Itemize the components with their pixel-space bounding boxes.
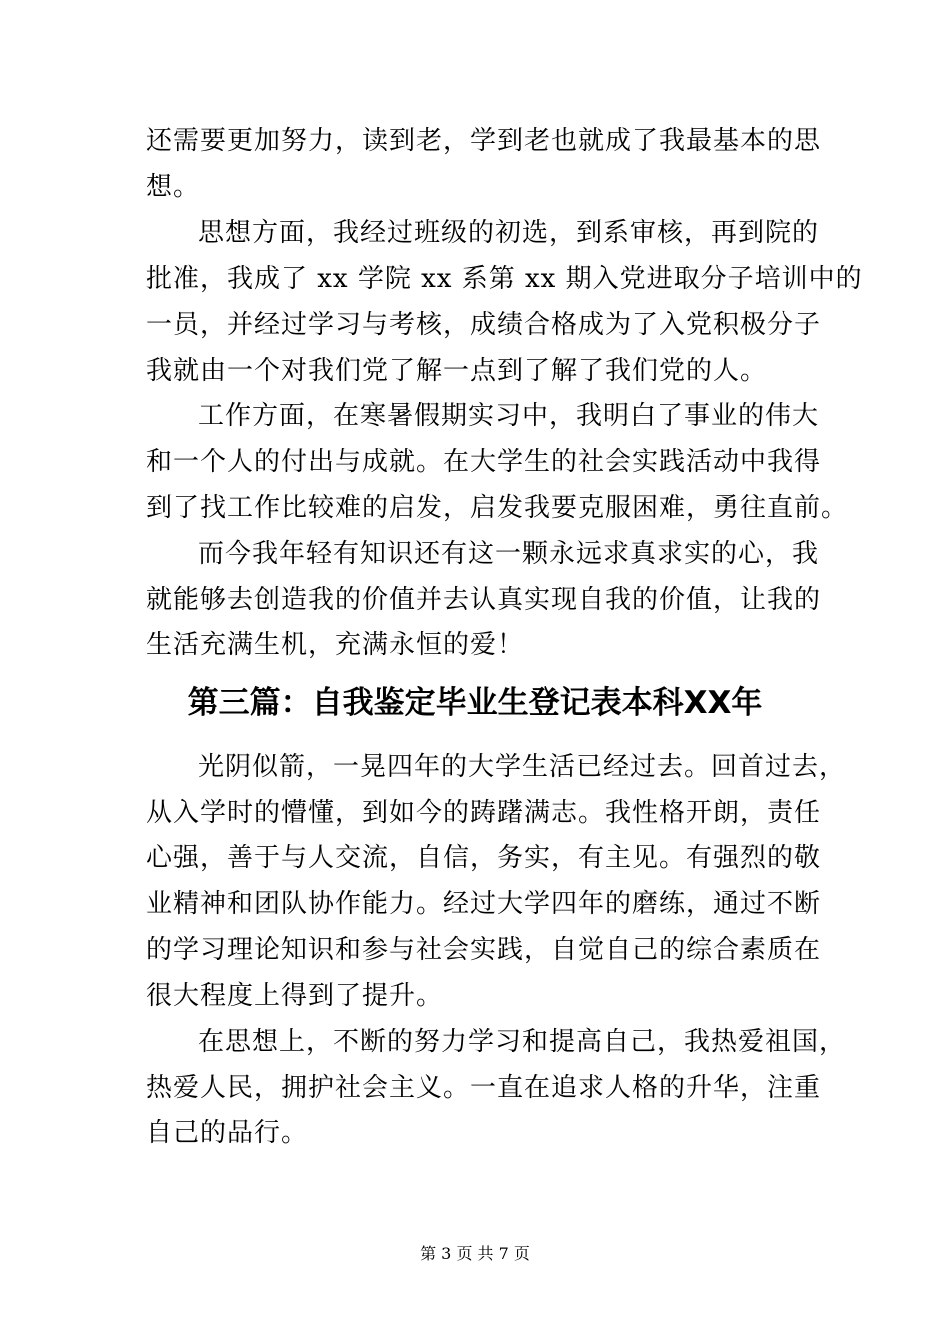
paragraph-1-line-1: 还需要更加努力，读到老，学到老也就成了我最基本的思 — [146, 126, 822, 156]
paragraph-6-line-1: 在思想上，不断的努力学习和提高自己，我热爱祖国， — [198, 1027, 847, 1057]
paragraph-5-line-5: 的学习理论知识和参与社会实践，自觉自己的综合素质在 — [146, 935, 822, 965]
section-heading: 第三篇：自我鉴定毕业生登记表本科XX年 — [187, 685, 763, 721]
paragraph-2-line-4: 我就由一个对我们党了解一点到了解了我们党的人。 — [146, 356, 768, 386]
paragraph-4-line-2: 就能够去创造我的价值并去认真实现自我的价值，让我的 — [146, 585, 822, 615]
paragraph-1-line-2: 想。 — [146, 172, 201, 202]
paragraph-6-line-2: 热爱人民，拥护社会主义。一直在追求人格的升华，注重 — [146, 1073, 822, 1103]
paragraph-2-line-2: 批准，我成了 xx 学院 xx 系第 xx 期入党进取分子培训中的 — [146, 264, 863, 294]
paragraph-4-line-3: 生活充满生机，充满永恒的爱！ — [146, 630, 525, 660]
paragraph-5-line-4: 业精神和团队协作能力。经过大学四年的磨练，通过不断 — [146, 889, 822, 919]
paragraph-6-line-3: 自己的品行。 — [146, 1118, 309, 1148]
paragraph-5-line-1: 光阴似箭，一晃四年的大学生活已经过去。回首过去， — [198, 752, 847, 782]
paragraph-5-line-3: 心强，善于与人交流，自信，务实，有主见。有强烈的敬 — [146, 843, 822, 873]
paragraph-3-line-2: 和一个人的付出与成就。在大学生的社会实践活动中我得 — [146, 447, 822, 477]
paragraph-3-line-3: 到了找工作比较难的启发，启发我要克服困难，勇往直前。 — [146, 493, 849, 523]
paragraph-2-line-1: 思想方面，我经过班级的初选，到系审核，再到院的 — [198, 218, 820, 248]
paragraph-3-line-1: 工作方面，在寒暑假期实习中，我明白了事业的伟大 — [198, 401, 820, 431]
page-number-footer: 第 3 页 共 7 页 — [420, 1244, 530, 1263]
paragraph-5-line-6: 很大程度上得到了提升。 — [146, 981, 444, 1011]
paragraph-5-line-2: 从入学时的懵懂，到如今的踌躇满志。我性格开朗，责任 — [146, 798, 822, 828]
paragraph-4-line-1: 而今我年轻有知识还有这一颗永远求真求实的心，我 — [198, 539, 820, 569]
paragraph-2-line-3: 一员，并经过学习与考核，成绩合格成为了入党积极分子 — [146, 310, 822, 340]
